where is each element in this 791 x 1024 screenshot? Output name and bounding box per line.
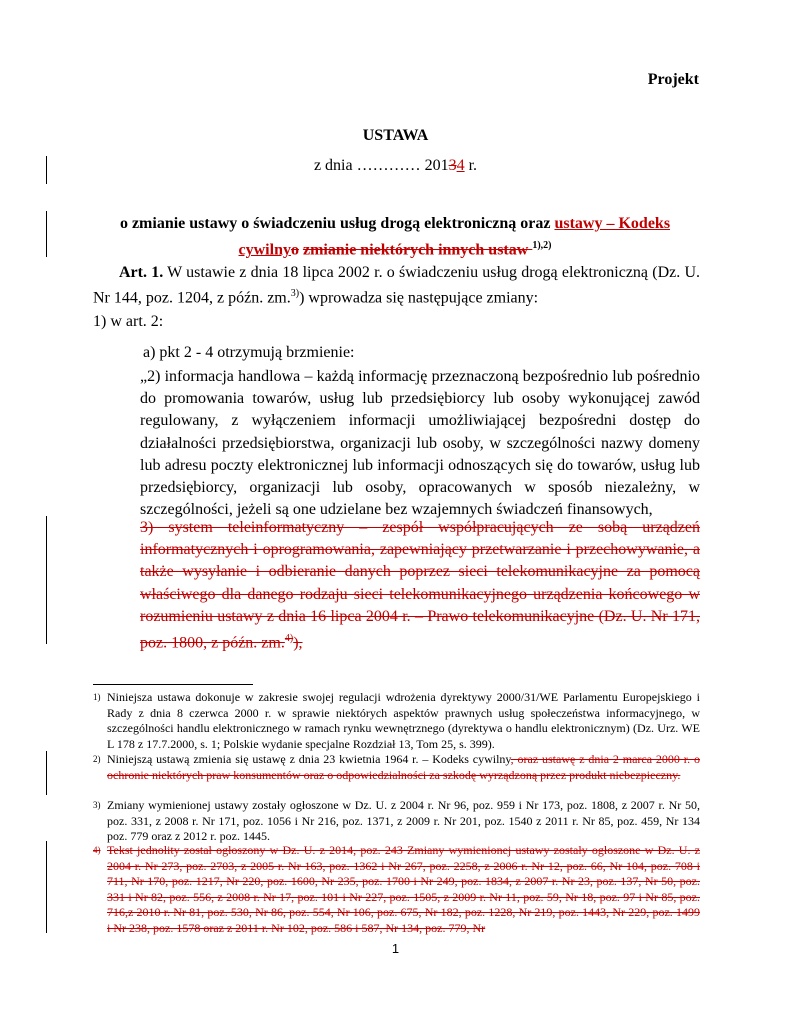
footnote-1: 1) Niniejsza ustawa dokonuje w zakresie swojej regulacji wdrożenia dyrektywy 2000/31/WE Parlamentu Europejskiego i Rady z dnia 8 czerwca 2000 r. w sprawie niektórych aspektów prawnych usług społeczeństwa informacyjnego, w szczególności handlu elektronicznego w ramach rynku wewnętrznego (dyrektywa o handlu elektronicznym) (Dz. Urz. WE L 178 z 17.7.2000, s. 1; Polskie wydanie specjalne Rozdział 13, Tom 25, s. 399).: [93, 690, 700, 751]
deleted-text: zmianie niektórych innych ustaw: [302, 241, 533, 259]
quoted-definition: „2) informacja handlowa – każdą informację przeznaczoną bezpośrednio lub pośrednio do promowania towarów, usług lub przedsiębiorcy lub osoby wykonującej zawód regulowany, z wyłączeniem informacji umożliwiającej bezpośredni dostęp do działalności przedsiębiorstwa, organizacji lub osoby, w szczególności nazwy domeny lub adresu poczty elektronicznej lub informacji odnoszących się do towarów, usług lub przedsiębiorcy, organizacji lub osoby, opracowanych w sposób niezależny, w szczególności, jeżeli są one udzielane bez wzajemnych świadczeń finansowych,: [140, 368, 700, 519]
inserted-text: ustawy – Kodeks cywilny: [238, 215, 671, 259]
change-bar: [46, 841, 47, 933]
point-1: 1) w art. 2:: [93, 313, 164, 330]
footnote-ref: 1),2): [532, 240, 552, 251]
article-label: Art. 1.: [119, 264, 164, 281]
footnote-ref: 3): [290, 288, 300, 299]
footnote-3: 3) Zmiany wymienionej ustawy zostały ogłoszone w Dz. U. z 2004 r. Nr 96, poz. 959 i Nr 173, poz. 1808, z 2007 r. Nr 50, poz. 331, z 2008 r. Nr 171, poz. 1056 i Nr 216, poz. 1371, z 2009 r. Nr 201, poz. 1540 z 2011 r. Nr 85, poz. 459, Nr 134 poz. 779 oraz z 2012 r. poz. 1445.: [93, 798, 700, 844]
footnote-4: 4) Tekst jednolity został ogłoszony w Dz. U. z 2014, poz. 243 Zmiany wymienionej ustawy zostały ogłoszone w Dz. U. z 2004 r. Nr 273, poz. 2703, z 2005 r. Nr 163, poz. 1362 i Nr 267, poz. 2258, z 2006 r. Nr 12, poz. 66, Nr 104, poz. 708 i 711, Nr 170, poz. 1217, Nr 220, poz. 1600, Nr 235, poz. 1700 i Nr 249, poz. 1834, z 2007 r. Nr 23, poz. 137, Nr 50, poz. 331 i Nr 82, poz. 556, z 2008 r. Nr 17, poz. 101 i Nr 227, poz. 1505, z 2009 r. Nr 11, poz. 59, Nr 18, poz. 97 i Nr 85, poz. 716,z 2010 r. Nr 81, poz. 530, Nr 86, poz. 554, Nr 106, poz. 675, Nr 182, poz. 1228, Nr 219, poz. 1443, Nr 229, poz. 1499 i Nr 238, poz. 1578 oraz z 2011 r. Nr 102, poz. 586 i 587, Nr 134, poz. 779, Nr: [93, 843, 700, 935]
deleted-text: o: [290, 241, 299, 259]
deleted-digit: 3: [448, 157, 457, 174]
article-1: Art. 1. W ustawie z dnia 18 lipca 2002 r. o świadczeniu usług drogą elektroniczną (Dz. U. Nr 144, poz. 1204, z późn. zm.$^{3)}$) wprowadza się następujące zmiany:: [93, 264, 701, 307]
footnote-separator: [93, 684, 253, 685]
deleted-point-3: 3) system teleinformatyczny – zespół współpracujących ze sobą urządzeń informatycznych i oprogramowania, zapewniający przetwarzanie i przechowywanie, a także wysyłanie i odbieranie danych poprzez sieci telekomunikacyjne za pomocą właściwego dla danego rodzaju sieci telekomunikacyjnego urządzenia końcowego w rozumieniu ustawy z dnia 16 lipca 2004 r. – Prawo telekomunikacyjne (Dz. U. Nr 171, poz. 1800, z późn. zm.$^{4)}$),: [140, 519, 700, 652]
footnote-2: 2) Niniejszą ustawą zmienia się ustawę z dnia 23 kwietnia 1964 r. – Kodeks cywilny, oraz ustawę z dnia 2 marca 2000 r. o ochronie niektórych praw konsumentów oraz o odpowiedzialności za szkodę wyrządzoną przez produkt niebezpieczny.: [93, 752, 700, 782]
change-bar: [46, 516, 47, 644]
footnote-ref: 4): [284, 633, 294, 645]
inserted-digit: 4: [456, 157, 465, 174]
projekt-label: Projekt: [647, 71, 699, 88]
change-bar: [46, 751, 47, 795]
date-line: z dnia ………… 20134 r.: [313, 157, 478, 174]
act-subject: o zmianie ustawy o świadczeniu usług drogą elektroniczną oraz ustawy – Kodeks cywilnyo zmianie niektórych innych ustaw $^{1),2)}$: [119, 215, 671, 259]
page-number: 1: [391, 941, 400, 956]
change-bar: [46, 211, 47, 257]
subpoint-a: a) pkt 2 - 4 otrzymują brzmienie:: [143, 344, 355, 361]
document-title: USTAWA: [362, 127, 429, 144]
